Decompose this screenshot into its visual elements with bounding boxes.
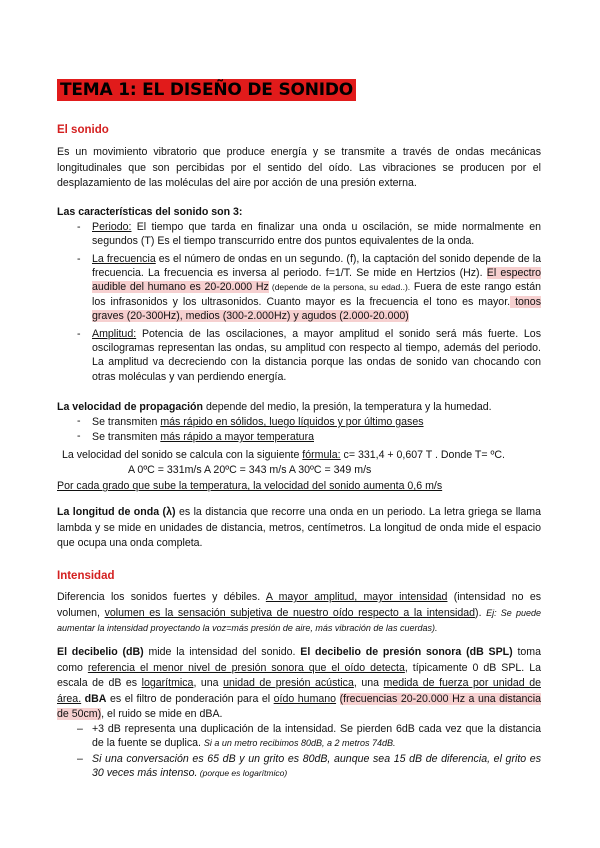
formula-pre: La velocidad del sonido se calcula con la siguiente — [62, 449, 303, 461]
db-text-4: , una — [193, 677, 224, 689]
vel-bullet-2 — [92, 430, 314, 444]
db-bold-2: El decibelio de presión sonora (dB SPL) — [300, 646, 513, 658]
amp-text: Potencia de las oscilaciones, a mayor amplitud el sonido será más fuerte. Los oscilogramas representan las ondas, su amplitud con respecto al tiempo, además del periodo. La amplitud va decreciendo con la distancia porque las ondas de sonido van chocando con otras moléculas y van perdiendo energía. — [92, 328, 541, 383]
item-periodo — [92, 220, 541, 248]
db-bullet-1-text: +3 dB representa una duplicación de la intensidad. Se pierden 6dB cada vez que la distancia de la fuente se duplica. — [92, 723, 541, 750]
longitud-text: es la distancia que recorre una onda en un periodo. La letra griega se llama lambda y se mide en unidades de distancia, metros, centímetros. La longitud de onda mide el espacio que ocupa una onda completa. — [57, 506, 542, 549]
vel-b2-underline: más rápido a mayor temperatura — [160, 431, 314, 443]
int-p1c: ). — [475, 606, 487, 619]
item-frecuencia — [92, 252, 541, 323]
velocidad-text: depende del medio, la presión, la temperatura y la humedad. — [203, 401, 492, 413]
freq-text: es el número de ondas en un segundo. (f), la captación del sonido depende de la frecuencia. La frecuencia es inversa al periodo. f=1/T. Se mide en Hertzios (Hz). — [92, 253, 542, 280]
db-underline-2: logarítmica — [141, 677, 194, 689]
bullet-dash: - — [77, 221, 81, 233]
int-p1: Diferencia los sonidos fuertes y débiles. — [57, 591, 266, 603]
periodo-label: Periodo: — [92, 221, 132, 233]
vel-b1-pre: Se transmiten — [92, 416, 161, 428]
bullet-dash: - — [77, 430, 81, 442]
amp-label: Amplitud: — [92, 328, 137, 340]
para-el-sonido: Es un movimiento vibratorio que produce energía y se transmite a través de ondas mecánicas longitudinales que son percibidas por el sentido del oído. Las vibraciones se producen por el desplazamiento de las moléculas del aire por acción de una presión externa. — [57, 146, 541, 189]
bullet-dash: - — [77, 253, 81, 265]
para-intensidad — [57, 590, 541, 637]
db-underline-3: unidad de presión acústica — [223, 677, 354, 689]
bullet-dash: - — [77, 328, 81, 340]
bullet-dash: – — [77, 723, 83, 735]
bullet-dash: – — [77, 753, 83, 765]
freq-label: La frecuencia — [92, 253, 156, 265]
int-p1b: (intensidad no es volumen, — [57, 591, 542, 619]
formula-label: fórmula: — [302, 449, 341, 461]
item-amplitud — [92, 327, 541, 384]
int-underline-1: A mayor amplitud, mayor intensidad — [265, 591, 448, 603]
formula-post: c= 331,4 + 0,607 T . Donde T= ºC. — [340, 449, 505, 461]
bullet-dash: - — [77, 415, 81, 427]
int-example: Ej: Se puede aumentar la intensidad proyectando la voz=más presión de aire, más vibración de las cuerdas). — [57, 607, 541, 633]
longitud-bold: La longitud de onda (λ) — [57, 506, 176, 518]
db-underline-1: referencia el menor nivel de presión sonora que el oído detecta — [87, 661, 405, 674]
db-text-1: mide la intensidad del sonido. — [143, 646, 301, 658]
db-bullet-2-italic: Si una conversación es 65 dB y un grito es 80dB, aunque sea 15 dB de diferencia, el grito es 30 veces más intenso. — [92, 753, 541, 780]
freq-highlight-tonos: tonos graves (20-300Hz), medios (300-2.000Hz) y agudos (2.000-20.000) — [92, 295, 541, 322]
para-longitud-onda — [57, 505, 541, 552]
speed-per-degree: Por cada grado que sube la temperatura, la velocidad del sonido aumenta 0,6 m/s — [57, 480, 443, 492]
db-bullet-1 — [92, 722, 541, 750]
page-title: TEMA 1: EL DISEÑO DE SONIDO — [57, 79, 356, 101]
freq-text-2: Fuera de este rango están los infrasonidos y los ultrasonidos. Cuanto mayor es la frecuencia el tono es mayor. — [92, 281, 541, 308]
db-text-5: , una — [353, 677, 384, 689]
vel-bullet-1 — [92, 415, 424, 429]
periodo-text: El tiempo que tarda en finalizar una onda u oscilación, se mide normalmente en segundos (T) Es el tiempo transcurrido entre dos puntos equivalentes de la onda. — [92, 221, 541, 248]
vel-b1-underline: más rápido en sólidos, luego líquidos y por último gases — [160, 416, 424, 428]
velocidad-intro — [57, 400, 492, 414]
db-bold-3: dBA — [81, 692, 107, 705]
db-text-6: es el filtro de ponderación para el — [106, 692, 274, 705]
db-bullet-2 — [92, 752, 541, 780]
formula-line — [62, 448, 505, 462]
freq-highlight-espectro: El espectro audible del humano es 20-20.000 Hz — [92, 267, 542, 294]
velocidad-bold: La velocidad de propagación — [57, 401, 203, 413]
db-bullet-1-italic: Si a un metro recibimos 80dB, a 2 metros 74dB. — [203, 738, 396, 749]
db-text-8: , el ruido se mide en dBA. — [101, 708, 223, 720]
vel-b2-pre: Se transmiten — [92, 431, 161, 443]
db-text-2: toma como — [57, 646, 541, 674]
heading-intensidad: Intensidad — [57, 570, 115, 582]
db-underline-4: medida de fuerza por unidad de área. — [57, 677, 541, 705]
db-highlight: (frecuencias 20-20.000 Hz a una distancia de 50cm) — [57, 692, 541, 720]
para-decibelio — [57, 645, 541, 723]
db-bullet-2-note: (porque es logarítmico) — [197, 768, 288, 779]
heading-el-sonido: El sonido — [57, 124, 109, 136]
db-bold-1: El decibelio (dB) — [57, 646, 144, 658]
temperature-values: A 0ºC = 331m/s A 20ºC = 343 m/s A 30ºC = 349 m/s — [128, 464, 372, 476]
heading-caracteristicas: Las características del sonido son 3: — [57, 206, 243, 218]
db-underline-5: oído humano — [273, 692, 337, 705]
freq-small-note: (depende de la persona, su edad..). — [268, 282, 411, 293]
int-underline-2: volumen es la sensación subjetiva de nuestro oído respecto a la intensidad — [104, 606, 476, 619]
db-text-3: , típicamente 0 dB SPL. La escala de dB es — [57, 661, 541, 689]
